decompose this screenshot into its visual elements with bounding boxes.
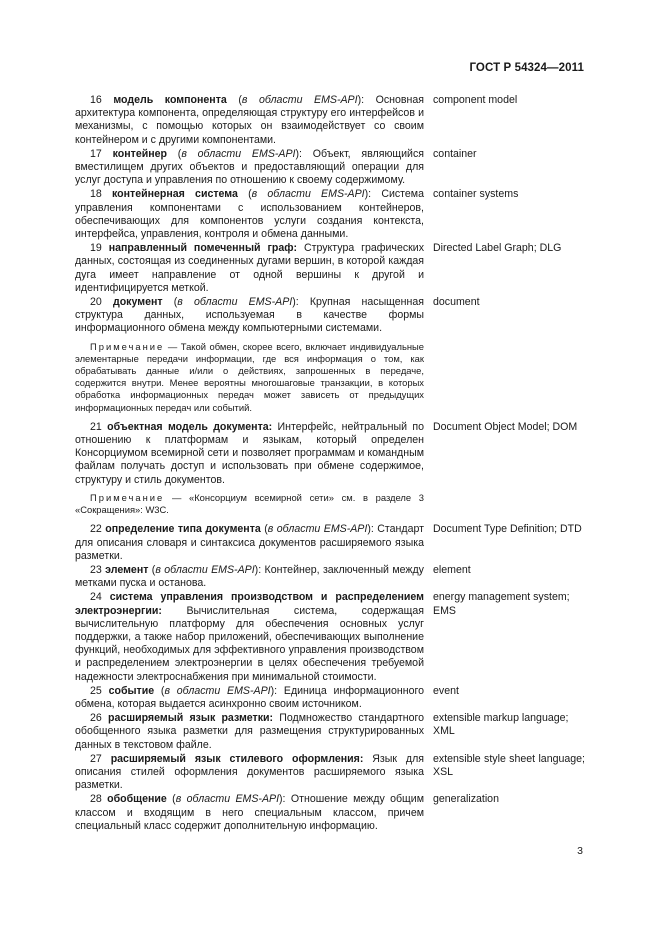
- term-entry-27: [75, 753, 585, 793]
- definition-text: Вычислительная система, содержащая вычислительную платформу для обеспечения основных услуг поддержки, а также набор приложений, обеспечивающих выполнение функций, необходимых для эффективного управления производством и распределением электроэнергии в целях обеспечения требуемой надежности электроснабжения при минимальной стоимости.: [75, 604, 425, 683]
- definition-text: Единица информационного обмена, которая выдается асинхронно своим источником.: [75, 684, 424, 710]
- term-name: расширяемый язык разметки:: [108, 712, 274, 725]
- term-entry-20: [75, 296, 585, 336]
- term-name: система управления производством и распределением электроэнергии:: [75, 591, 424, 617]
- term-definition: 23 элемент (в области EMS-API): Контейнер, заключенный между метками пуска и останова.: [75, 563, 424, 590]
- english-equivalent: element: [433, 563, 471, 576]
- term-domain: в области EMS-API: [251, 188, 365, 201]
- term-definition: 24 система управления производством и распределением электроэнергии: Вычислительная система, содержащая вычислительную платформу для обеспечения основных услуг поддержки, а также набор приложений, обеспечивающих выполнение функций, необходимых для эффективного управления производством и распределением электроэнергии в целях обеспечения требуемой надежности электроснабжения при минимальной стоимости.: [75, 591, 425, 683]
- definition-text: Контейнер, заключенный между метками пуска и останова.: [75, 563, 424, 590]
- english-equivalent: component model: [433, 94, 518, 106]
- definition-text: Интерфейс, нейтральный по отношению к платформам и языкам, который определен Консорциумом всемирной сети и позволяет программам и командным файлам получать доступ и использовать при обмене содержимое, структуру и стиль документов.: [75, 420, 424, 486]
- term-definition: 17 контейнер (в области EMS-API): Объект, являющийся вместилищем других объектов и предоставляющий операции для услуг доступа и управления по отношению к своему содержимому.: [75, 147, 424, 187]
- note-21: [75, 492, 424, 516]
- term-definition: 20 документ (в области EMS-API): Крупная насыщенная структура данных, используемая в качестве формы информационного обмена между компьютерными системами.: [75, 296, 424, 335]
- definition-text: Язык для описания стилей оформления документов расширяемого языка разметки.: [75, 752, 424, 792]
- term-name: расширяемый язык стилевого оформления:: [110, 752, 364, 765]
- term-entry-26: [75, 712, 585, 752]
- term-entry-25: [75, 685, 585, 711]
- definition-text: Отношение между общим классом и входящим в него специальным классом, причем специальный класс содержит дополнительную информацию.: [75, 793, 424, 832]
- note-text: — «Консорциум всемирной сети» см. в разделе 3 «Сокращения»: W3C.: [75, 491, 424, 516]
- english-equivalent: document: [433, 296, 480, 309]
- term-domain: в области EMS-API: [164, 684, 271, 697]
- term-name: направленный помеченный граф:: [108, 242, 298, 255]
- term-name: документ: [112, 296, 163, 309]
- definition-text: Система управления компонентами с использованием контейнеров, обеспечивающих для компонентов услуги создания контекста, интерфейса, управления, контроля и обмена данными.: [75, 188, 424, 241]
- term-name: объектная модель документа:: [107, 420, 273, 433]
- english-equivalent: Directed Label Graph; DLG: [433, 242, 562, 255]
- term-name: обобщение: [107, 793, 167, 806]
- definition-text: Крупная насыщенная структура данных, используемая в качестве формы информационного обмена между компьютерными системами.: [75, 296, 424, 335]
- term-entry-16: [75, 94, 585, 147]
- term-name: событие: [108, 684, 155, 697]
- term-entry-19: [75, 242, 585, 295]
- term-entry-21: [75, 421, 585, 487]
- term-entry-23: [75, 564, 585, 590]
- term-definition: 19 направленный помеченный граф: Структура графических данных, состоящая из соединенных дугами вершин, в которой каждая дуга имеет направление от одной вершины к другой и идентифицируется меткой.: [75, 242, 424, 294]
- term-entry-17: [75, 148, 585, 188]
- term-definition: 27 расширяемый язык стилевого оформления: Язык для описания стилей оформления документов расширяемого языка разметки.: [75, 752, 424, 792]
- english-equivalent: energy management system; EMS: [433, 591, 570, 617]
- term-entry-24: [75, 591, 585, 683]
- note-20: [75, 341, 424, 414]
- definition-text: Объект, являющийся вместилищем других объектов и предоставляющий операции для услуг доступа и управления по отношению к своему содержимому.: [75, 147, 424, 187]
- term-definition: 16 модель компонента (в области EMS-API): Основная архитектура компонента, определяющая структуру его интерфейсов и механизмы, с помощью которых он взаимодействует со своим контейнером и с другими компонентами.: [75, 94, 424, 146]
- definition-text: Основная архитектура компонента, определяющая структуру его интерфейсов и механизмы, с помощью которых он взаимодействует со своим контейнером и с другими компонентами.: [75, 94, 424, 146]
- term-name: определение типа документа: [105, 523, 261, 536]
- standard-designation: ГОСТ Р 54324—2011: [469, 62, 584, 74]
- term-domain: в области EMS-API: [267, 523, 368, 536]
- english-equivalent: generalization: [433, 793, 499, 806]
- terms-list: [75, 94, 585, 834]
- term-definition: 22 определение типа документа (в области EMS-API): Стандарт для описания словаря и синтаксиса документов расширяемого языка разметки.: [75, 523, 424, 562]
- term-entry-22: [75, 523, 585, 563]
- term-name: контейнер: [112, 147, 167, 160]
- term-name: контейнерная система: [112, 188, 238, 201]
- english-equivalent: Document Object Model; DOM: [433, 420, 578, 433]
- english-equivalent: event: [433, 684, 459, 697]
- page-number: 3: [577, 845, 583, 857]
- definition-text: Подмножество стандартного обобщенного языка разметки для размещения структурированных данных в текстовом файле.: [75, 712, 424, 751]
- english-equivalent: Document Type Definition; DTD: [433, 523, 582, 536]
- term-definition: 21 объектная модель документа: Интерфейс, нейтральный по отношению к платформам и языкам, который определен Консорциумом всемирной сети и позволяет программам и командным файлам получать доступ и использовать при обмене содержимое, структуру и стиль документов.: [75, 420, 424, 486]
- english-equivalent: extensible style sheet language; XSL: [433, 752, 585, 778]
- term-domain: в области EMS-API: [175, 793, 280, 806]
- term-name: элемент: [105, 563, 149, 576]
- term-definition: 28 обобщение (в области EMS-API): Отношение между общим классом и входящим в него специальным классом, причем специальный класс содержит дополнительную информацию.: [75, 793, 424, 832]
- note-text: — Такой обмен, скорее всего, включает индивидуальные элементарные передачи информации, где вся информация о том, как обрабатывать данные и/или о действиях, запрошенных в передаче, содержится внутри. Менее вероятны многошаговые транзакции, в которых обработка информационных передач может зависеть от предыдущих информационных передач или событий.: [75, 340, 424, 413]
- term-domain: в области EMS-API: [155, 563, 255, 576]
- term-definition: 25 событие (в области EMS-API): Единица информационного обмена, которая выдается асинхронно своим источником.: [75, 684, 424, 710]
- english-equivalent: extensible markup language; XML: [433, 712, 569, 738]
- term-definition: 18 контейнерная система (в области EMS-API): Система управления компонентами с использованием контейнеров, обеспечивающих для компонентов услуги создания контекста, интерфейса, управления, контроля и обмена данными.: [75, 188, 424, 241]
- term-name: модель компонента: [113, 94, 227, 106]
- term-definition: 26 расширяемый язык разметки: Подмножество стандартного обобщенного языка разметки для размещения структурированных данных в текстовом файле.: [75, 712, 424, 751]
- term-domain: в области EMS-API: [177, 296, 293, 309]
- definition-text: Стандарт для описания словаря и синтаксиса документов расширяемого языка разметки.: [75, 523, 424, 562]
- english-equivalent: container: [433, 147, 477, 160]
- note-label: Примечание: [90, 340, 165, 352]
- note-label: Примечание: [90, 491, 165, 503]
- term-entry-18: [75, 188, 585, 241]
- definition-text: Структура графических данных, состоящая из соединенных дугами вершин, в которой каждая дуга имеет направление от одной вершины к другой и идентифицируется меткой.: [75, 242, 424, 294]
- term-domain: в области EMS-API: [241, 94, 358, 106]
- term-entry-28: [75, 793, 585, 833]
- term-domain: в области EMS-API: [181, 147, 296, 160]
- english-equivalent: container systems: [433, 188, 519, 201]
